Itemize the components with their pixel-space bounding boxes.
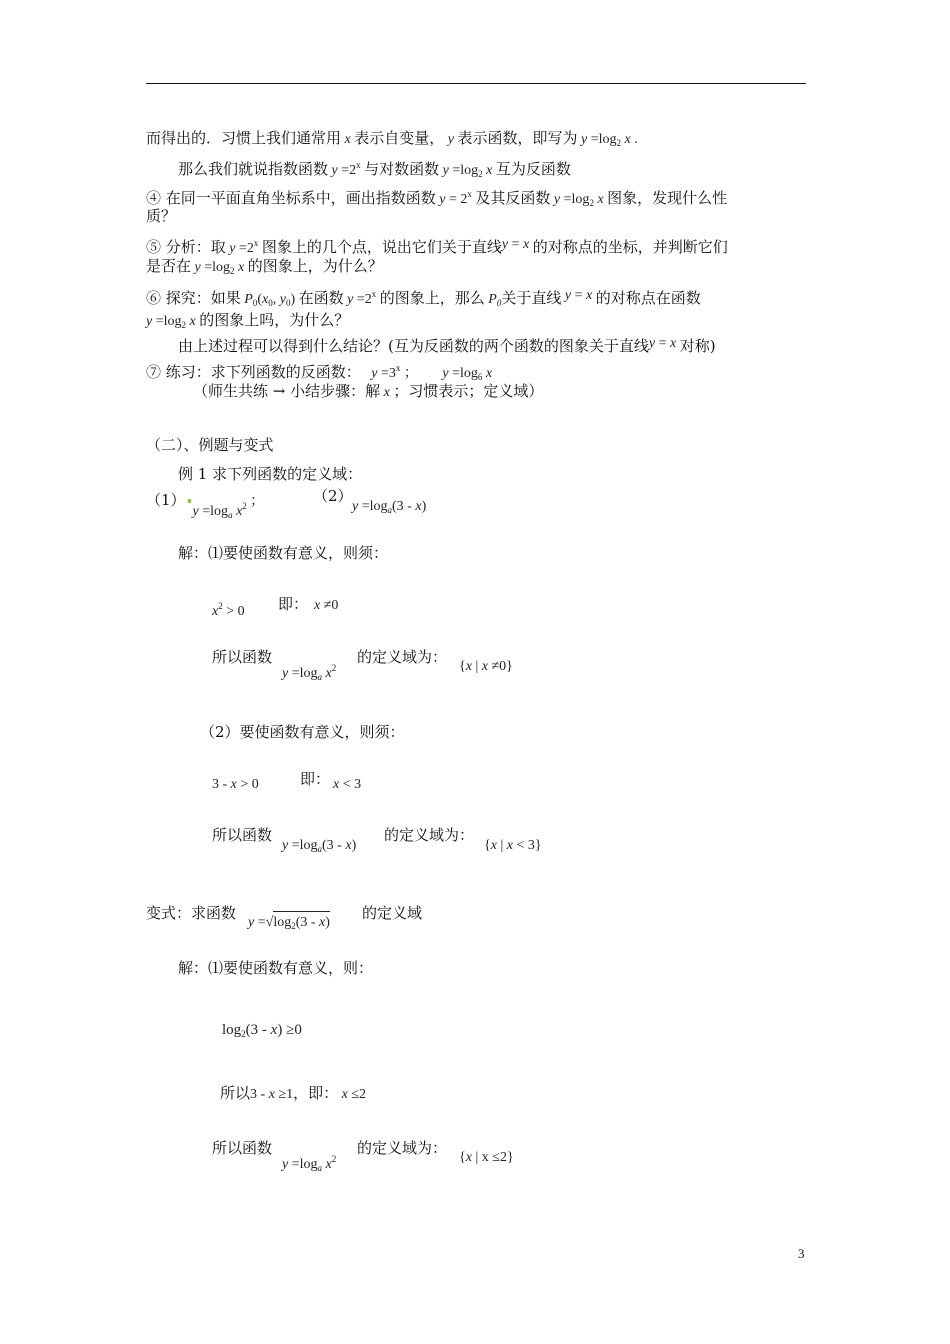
domain-is-1: 的定义域为：	[357, 648, 448, 666]
math-y-sqrt-log2-3-x: $y =√\log_2(3 - x)$	[248, 911, 330, 936]
ji-label-1: 即：	[278, 595, 309, 613]
marker-dot	[188, 499, 191, 503]
text-line-3: ④ 在同一平面直角坐标系中，画出指数函数 $y = 2^x$ 及其反函数 $y =\log_2$ x 图象，发现什么性	[146, 189, 728, 208]
text-line-6: 是否在 $y =\log_2$ x 的图象上，为什么？	[146, 257, 383, 276]
math-x-le-2: x ≤2	[341, 1087, 367, 1102]
math-p0-label: $P_0$	[484, 292, 502, 308]
math-y: y	[444, 132, 458, 147]
math-x: x	[341, 132, 355, 147]
math-x2-gt-0: $x^2 > 0$	[212, 601, 245, 619]
math-y-loga-x2: $y =\log_a$ $x^2$	[192, 501, 247, 520]
math-domain-1: {x | x ≠0}	[459, 659, 513, 674]
page-number: 3	[798, 1246, 805, 1261]
domain-line-1: 所以函数	[212, 648, 273, 666]
math-y-eq-x: y = x	[648, 336, 677, 351]
domain-is-2: 的定义域为：	[384, 826, 475, 844]
domain-line-2: 所以函数	[212, 826, 273, 844]
math-y-2x: $y =2^x$	[229, 238, 259, 256]
math-y-eq-x: y = x	[564, 288, 593, 303]
math-x: x	[380, 385, 394, 400]
text-line-9: 由上述过程可以得到什么结论？(互为反函数的两个函数的图象关于直线y = x 对称)	[178, 336, 716, 355]
text-line-5: ⑤ 分析：取 $y =2^x$ 图象上的几个点，说出它们关于直线y = x 的对称点的坐标，并判断它们	[146, 237, 728, 256]
math-y-2x: $y =2^x$	[347, 289, 377, 307]
math-y-log2x: $y =\log_2$ x	[194, 260, 245, 276]
example-1-parts: $(1)y =\log_a$ $x^2$ ；	[146, 491, 265, 520]
math-y-loga-3-x: $y =\log_a(3 - x)$	[352, 499, 427, 515]
text-line-4: 质？	[146, 207, 177, 225]
math-x-lt-3: x < 3	[333, 777, 362, 792]
domain-line-3: 所以函数	[212, 1139, 273, 1157]
math-3-x-gt-0: 3 - x > 0	[212, 777, 259, 792]
solution-1: 解：⑴要使函数有意义，则须：	[178, 544, 389, 562]
math-domain-2: {x | x < 3}	[484, 838, 542, 853]
solution-3: 解：⑴要使函数有意义，则：	[178, 959, 374, 977]
section-heading: （二）、例题与变式	[146, 436, 274, 454]
text-line-10: ⑦ 练习：求下列函数的反函数： $y =3^x$ ； $y =\log_6$ x	[146, 363, 493, 382]
math-y-loga-x2: $y =\log_a$ $x^2$	[282, 663, 337, 682]
text-line-1: 而得出的．习惯上我们通常用 x 表示自变量， y 表示函数，即写为 $y =\log_2$ x .	[146, 129, 638, 148]
text-line-7: ⑥ 探究：如果 $P_0(x_0$, $y_0$) 在函数 $y =2^x$ 的图象上，那么 $P_0$关于直线 y = x 的对称点在函数	[146, 288, 701, 308]
math-y-log2x: $y =\log_2$ x	[146, 314, 196, 330]
math-y-log6x: $y =\log_6$ x	[442, 366, 493, 382]
ji-label-2: 即：	[300, 770, 331, 788]
math-y-2x: $y =2^x$	[331, 160, 361, 178]
math-p0: $P_0(x_0$, $y_0$)	[244, 292, 299, 308]
math-y-log2x: $y =\log_2$ x	[442, 163, 493, 179]
variant-line: 变式：求函数	[146, 904, 237, 922]
text-line-11: （师生共练 → 小结步骤：解 x ；习惯表示；定义域）	[193, 382, 544, 400]
domain-is-3: 的定义域为：	[357, 1139, 448, 1157]
math-y-3x: $y =3^x$ ；	[371, 363, 418, 381]
text-line-8: $y =\log_2$ x 的图象上吗，为什么？	[146, 311, 350, 330]
solution-2: （2）要使函数有意义，则须：	[200, 723, 405, 741]
suoyi-line: 所以3 - x ≥1，即： x ≤2	[220, 1084, 367, 1102]
example-1-title: 例 1 求下列函数的定义域：	[178, 465, 363, 483]
header-rule	[146, 83, 806, 84]
math-domain-3: {x | x ≤2}	[459, 1150, 514, 1165]
math-y-2x: $y = 2^x$	[439, 189, 472, 207]
math-x-ne-0: x ≠0	[314, 598, 339, 613]
math-y-log2x: $y =\log_2$ x	[553, 192, 604, 208]
math-3-x-ge-1: 3 - x ≥1	[250, 1087, 294, 1102]
example-1-part-2: （2）	[313, 487, 353, 505]
variant-line-end: 的定义域	[362, 904, 423, 922]
math-y-loga-x2: $y =\log_a$ $x^2$	[282, 1154, 337, 1173]
math-y-log2x: $y =\log_2$ x .	[580, 132, 638, 148]
text-line-2: 那么我们就说指数函数 $y =2^x$ 与对数函数 $y =\log_2$ x 互为反函数	[178, 160, 571, 179]
math-y-eq-x: y = x	[501, 237, 530, 252]
math-y-loga-3-x: $y =\log_a(3 - x)$	[282, 838, 357, 854]
math-log2-3-x-ge-0: $\log_2(3 - x) \ge 0$	[222, 1022, 302, 1039]
